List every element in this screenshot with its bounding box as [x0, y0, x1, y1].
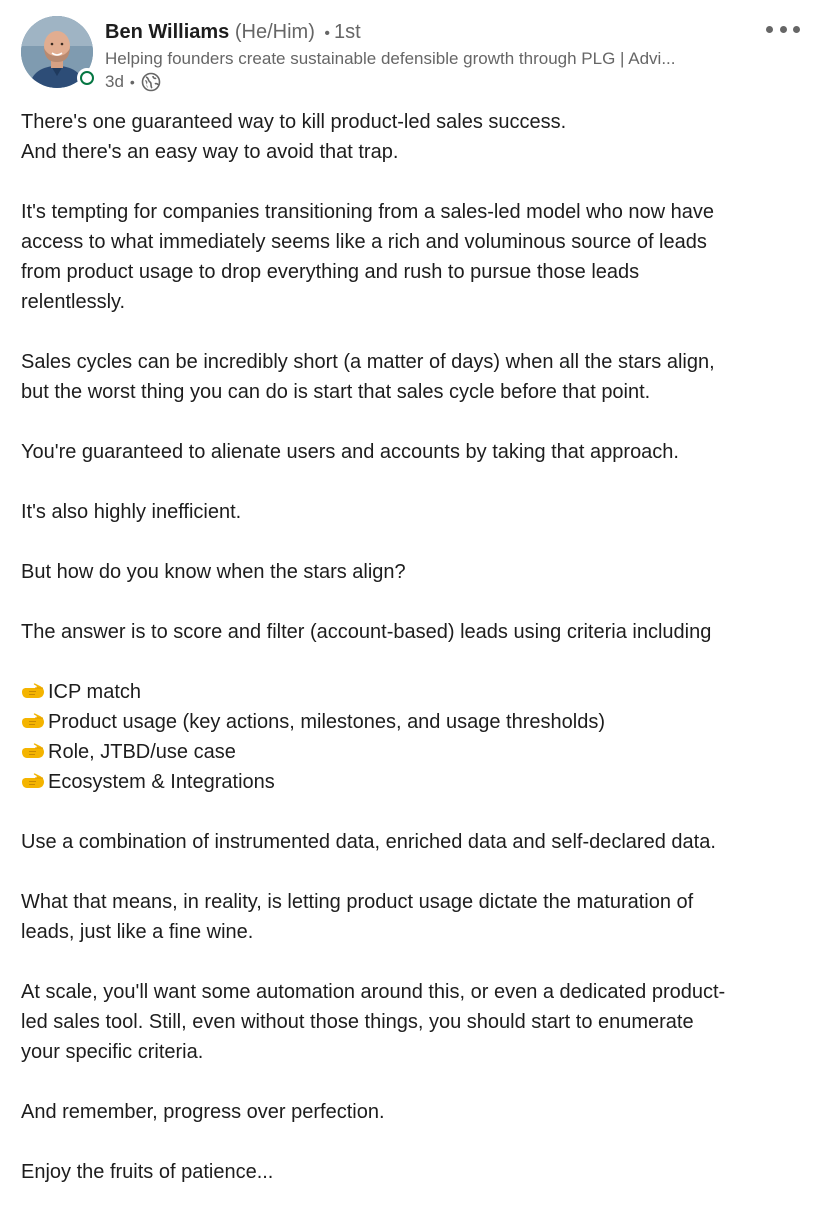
- dot: [766, 26, 773, 33]
- post-line: Sales cycles can be incredibly short (a matter of days) when all the stars align,: [21, 351, 715, 373]
- list-item: [21, 677, 801, 707]
- more-options-icon[interactable]: [766, 18, 800, 40]
- online-status-icon: [77, 68, 97, 88]
- post-line: It's also highly inefficient.: [21, 501, 242, 523]
- post-meta: [105, 71, 161, 93]
- pointing-hand-icon: [21, 738, 45, 754]
- post-paragraphs-after: [21, 827, 801, 1187]
- post-line: There's one guaranteed way to kill product-led sales success.: [21, 111, 567, 133]
- separator-dot: •: [129, 74, 135, 90]
- author-name[interactable]: Ben Williams: [105, 21, 230, 43]
- dot: [780, 26, 787, 33]
- post-line: And there's an easy way to avoid that trap.: [21, 141, 399, 163]
- list-item-label: Product usage (key actions, milestones, and usage thresholds): [48, 711, 605, 733]
- post-line: from product usage to drop everything and rush to pursue those leads: [21, 261, 640, 283]
- list-item: [21, 707, 801, 737]
- post-line: What that means, in reality, is letting product usage dictate the maturation of: [21, 891, 694, 913]
- list-item-label: ICP match: [48, 681, 141, 703]
- post-line: relentlessly.: [21, 291, 126, 313]
- post-line: It's tempting for companies transitioning from a sales-led model who now have: [21, 201, 715, 223]
- post-paragraph: [21, 1097, 801, 1127]
- post-paragraph: [21, 977, 801, 1067]
- post-paragraph: [21, 437, 801, 467]
- post-paragraphs: [21, 107, 801, 647]
- post-line: Enjoy the fruits of patience...: [21, 1161, 274, 1183]
- connection-degree: 1st: [334, 21, 361, 43]
- post-paragraph: [21, 347, 801, 407]
- author-headline: Helping founders create sustainable defensible growth through PLG | Advi...: [105, 49, 676, 68]
- post-line: led sales tool. Still, even without those things, you should start to enumerate: [21, 1011, 694, 1033]
- pointing-hand-icon: [21, 768, 45, 784]
- dot: [793, 26, 800, 33]
- post-line: but the worst thing you can do is start that sales cycle before that point.: [21, 381, 651, 403]
- separator-dot: •: [324, 25, 331, 42]
- post-body: [21, 107, 801, 1217]
- post-paragraph: [21, 1157, 801, 1187]
- list-item: [21, 767, 801, 797]
- post-paragraph: [21, 197, 801, 317]
- post-paragraph: [21, 557, 801, 587]
- post-paragraph: [21, 107, 801, 167]
- list-item-label: Ecosystem & Integrations: [48, 771, 275, 793]
- globe-icon: [141, 72, 161, 92]
- pointing-hand-icon: [21, 708, 45, 724]
- post-paragraph: [21, 827, 801, 857]
- post-line: The answer is to score and filter (account-based) leads using criteria including: [21, 621, 712, 643]
- post-line: your specific criteria.: [21, 1041, 204, 1063]
- post-paragraph: [21, 617, 801, 647]
- author-avatar[interactable]: [21, 16, 93, 88]
- post-line: access to what immediately seems like a rich and voluminous source of leads: [21, 231, 707, 253]
- criteria-list: [21, 677, 801, 797]
- post-line: leads, just like a fine wine.: [21, 921, 254, 943]
- post-paragraph: [21, 497, 801, 527]
- author-line: [105, 19, 361, 47]
- post-line: Use a combination of instrumented data, enriched data and self-declared data.: [21, 831, 716, 853]
- post-line: You're guaranteed to alienate users and accounts by taking that approach.: [21, 441, 679, 463]
- pointing-hand-icon: [21, 678, 45, 694]
- post-paragraph: [21, 887, 801, 947]
- post-time[interactable]: 3d: [105, 72, 124, 91]
- list-item: [21, 737, 801, 767]
- list-item-label: Role, JTBD/use case: [48, 741, 236, 763]
- author-pronouns: (He/Him): [234, 21, 315, 43]
- post-line: And remember, progress over perfection.: [21, 1101, 385, 1123]
- post-line: But how do you know when the stars align?: [21, 561, 406, 583]
- post-line: At scale, you'll want some automation around this, or even a dedicated product-: [21, 981, 726, 1003]
